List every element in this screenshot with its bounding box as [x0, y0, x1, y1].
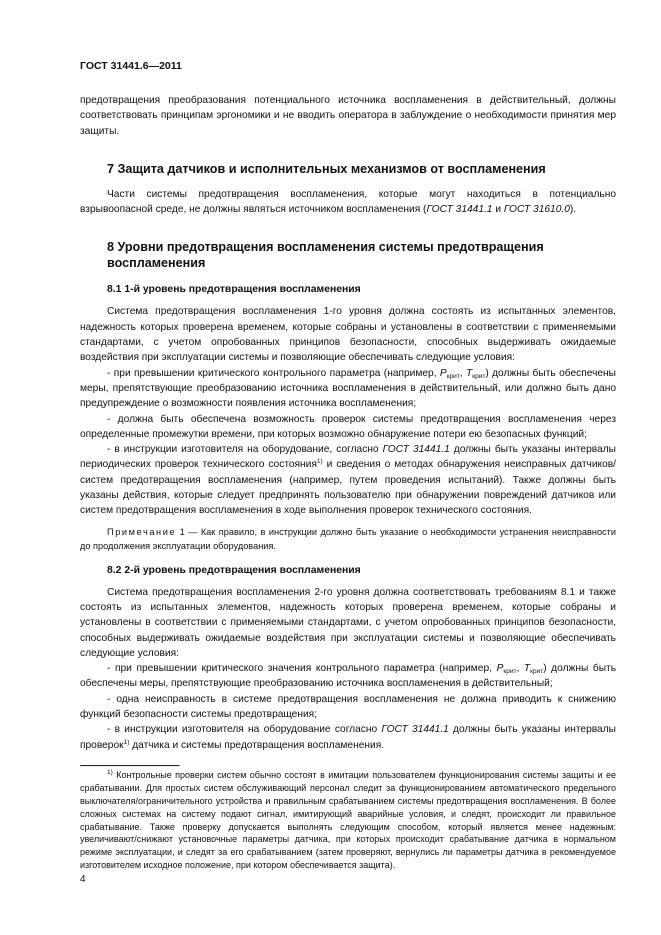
reference-gost-31610-0: ГОСТ 31610.0	[503, 204, 570, 216]
footnote-divider	[80, 765, 180, 767]
section-7-title: 7 Защита датчиков и исполнительных механизмов от воспламенения	[107, 161, 546, 176]
section-8-2-bullet-2: - одна неисправность в системе предотвращения воспламенения не должна приводить к снижению функций безопасности системы предотвращения;	[80, 693, 616, 721]
section-8-1-title: 8.1 1-й уровень предотвращения воспламенения	[107, 284, 361, 296]
footnote: $^{1)}$ Контрольные проверки систем обычно состоят в имитации пользователем функционирования системы защиты и ее срабатывании. Для простых систем обслуживающий персонал следит за функционированием автоматического предельного выключателя/ограничительного устройства и правильным срабатыванием системы предотвращения воспламенения. В более сложных системах на систему подают сигнал, имитирующий аварийные условия, и следят, происходит ли правильное срабатывание. Также проверку допускается выполнять следующим способом, который является менее надежным: увеличивают/снижают установочные параметры датчика, при которых происходит срабатывание датчика в нормальном режиме эксплуатации, и следят за его срабатыванием (затем проверяют, вернулись ли параметры датчика в рекомендуемое изготовителем исходное положение, при котором обеспечивается защита).	[80, 768, 616, 871]
section-8-1-bullet-1: - при превышении критического контрольного параметра (например, $P_{крит}$, $T_{крит}$) должны быть обеспечены меры, препятствующие преобразованию источника воспламенения в действительный, или должно быть дано предупреждение о возможности появления источника воспламенения;	[80, 367, 616, 410]
footnote-number: 1)	[107, 768, 113, 776]
reference-gost-31441-1: ГОСТ 31441.1	[381, 724, 449, 736]
section-8-2-title: 8.2 2-й уровень предотвращения воспламенения	[107, 564, 361, 576]
reference-gost-31441-1: ГОСТ 31441.1	[382, 444, 450, 456]
note-1: Примечание 1 — Как правило, в инструкции должно быть указание о необходимости устранения неисправности до продолжения эксплуатации оборудования.	[80, 526, 616, 551]
section-8-1-paragraph: Система предотвращения воспламенения 1-го уровня должна состоять из испытанных элементов, надежность которых проверена временем, которые собраны и установлены в соответствии с применяемыми стандартами, с учетом опробованных принципов безопасности, способных выдерживать ожидаемые воздействия при эксплуатации системы и позволяющие обеспечивать следующие условия:	[80, 306, 616, 364]
page-number: 4	[80, 874, 86, 885]
section-8-2-paragraph: Система предотвращения воспламенения 2-го уровня должна соответствовать требованиям 8.1 и также состоять из испытанных элементов, надежность которых проверена временем, которые собраны и установлены в соответствии с применяемыми стандартами, с учетом опробованных принципов безопасности, способных выдерживать ожидаемые воздействия при эксплуатации системы и позволяющие обеспечивать следующие условия:	[80, 586, 616, 659]
section-8-2-bullet-1: - при превышении критического значения контрольного параметра (например, $P_{крит}$, $T_{крит}$) должны быть обеспечены меры, препятствующие преобразованию источника воспламенения в действительный;	[80, 663, 616, 690]
note-label: Примечание	[107, 526, 177, 537]
section-8-1-bullet-3: - в инструкции изготовителя на оборудование, согласно ГОСТ 31441.1 должны быть указаны интервалы периодических проверок технического состояния$^{1)}$ и сведения о методах обнаружения неисправных датчиков/систем предотвращения воспламенения (например, путем проведения испытаний). Также должны быть указаны действия, которые следует предпринять пользователю при обнаружении повреждений датчиков или систем предотвращения воспламенения в ходе выполнения проверок технического состояния.	[80, 444, 617, 517]
section-7-paragraph: Части системы предотвращения воспламенения, которые могут находиться в потенциально взрывоопасной среде, не должны являться источником воспламенения (ГОСТ 31441.1 и ГОСТ 31610.0).	[80, 188, 616, 216]
page-content	[80, 93, 616, 872]
intro-paragraph: предотвращения преобразования потенциального источника воспламенения в действительный, должны соответствовать принципам эргономики и не вводить оператора в заблуждение о необходимости принятия мер защиты.	[80, 95, 616, 137]
footnote-marker: 1)	[316, 458, 323, 466]
document-header: ГОСТ 31441.6—2011	[80, 60, 182, 72]
section-8-1-bullet-2: - должна быть обеспечена возможность проверок системы предотвращения воспламенения через определенные промежутки времени, при которых возможно обнаружение потери ею безопасных функций;	[80, 413, 616, 440]
footnote-marker: 1)	[123, 738, 130, 746]
section-8-2-bullet-3: - в инструкции изготовителя на оборудование согласно ГОСТ 31441.1 должны быть указаны интервалы проверок$^{1)}$ датчика и системы предотвращения воспламенения.	[80, 724, 616, 751]
section-8-title: 8 Уровни предотвращения воспламенения системы предотвращения воспламенения	[107, 240, 544, 271]
reference-gost-31441-1: ГОСТ 31441.1	[426, 204, 493, 216]
